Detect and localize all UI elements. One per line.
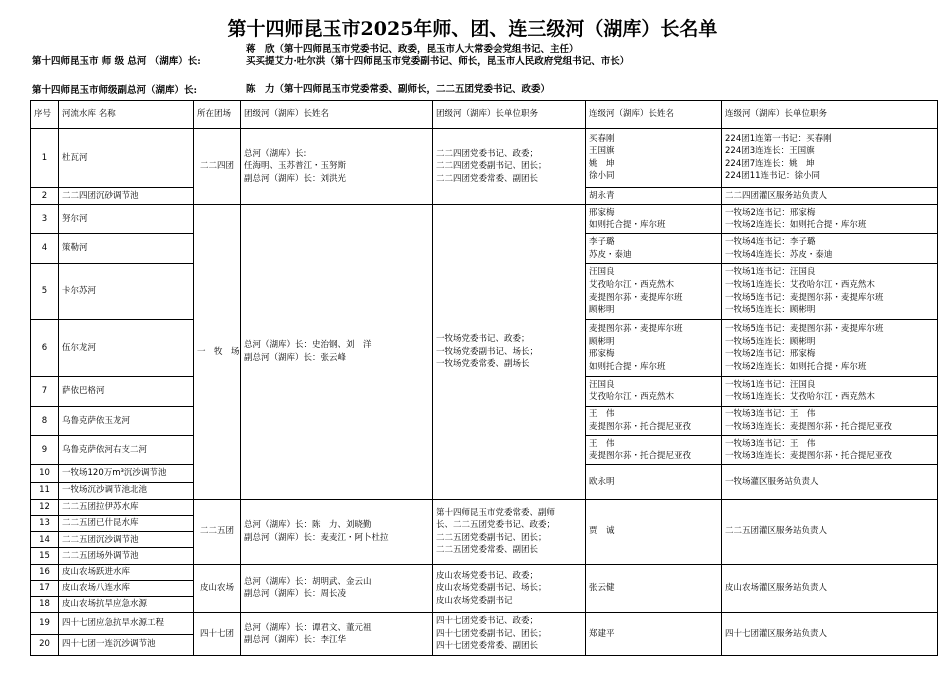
company-chief-cell: 郑建平 <box>586 613 722 656</box>
water-body-name: 二二五团沉沙调节池 <box>59 532 194 548</box>
company-chief-line: 麦提图尔荪・托合提尼亚孜 <box>589 451 692 462</box>
company-chief-line: 顾彬明 <box>589 305 615 316</box>
regiment-chief-cell <box>241 499 433 564</box>
row-number: 7 <box>31 377 59 406</box>
regiment-chief-cell <box>241 613 433 656</box>
water-body-name: 皮山农场跃进水库 <box>59 564 194 580</box>
company-duty-cell <box>722 234 938 263</box>
header-cell: 连级河（湖库）长姓名 <box>586 101 722 129</box>
division-chief-person: 蒋 欣（第十四师昆玉市党委书记、政委，昆玉市人大常委会党组书记、主任） <box>246 44 579 55</box>
row-number: 16 <box>31 564 59 580</box>
regiment-chief-line: 总河（湖库）长：陈 力、刘晓勤 <box>244 520 372 531</box>
river-chief-table <box>30 100 938 656</box>
water-body-name: 一牧场120万m³沉沙调节池 <box>59 465 194 482</box>
regiment-duty-line: 一牧场党委书记、政委； <box>436 334 530 344</box>
company-chief-cell <box>586 435 722 464</box>
regiment-duty-line: 一牧场党委常委、副场长 <box>436 359 530 370</box>
regiment-duty-line: 四十七团党委书记、政委； <box>436 616 539 627</box>
regiment-duty-cell <box>433 499 586 564</box>
company-duty-line: 一牧场1连书记：汪国良 <box>725 267 816 278</box>
row-number: 14 <box>31 532 59 548</box>
company-chief-line: 麦提图尔荪・麦提库尔班 <box>589 292 683 303</box>
company-duty-line: 一牧场5连书记：麦提图尔荪・麦提库尔班 <box>725 292 884 303</box>
row-number: 1 <box>31 129 59 188</box>
regiment-duty-line: 二二五团党委副书记、团长； <box>436 532 547 543</box>
regiment-duty-cell <box>433 204 586 499</box>
regiment-duty-line: 四十七团党委常委、副团长 <box>436 641 539 652</box>
company-duty-cell: 二二五团灌区服务站负责人 <box>722 499 938 564</box>
company-duty-cell <box>722 263 938 320</box>
company-duty-line: 一牧场1连连长：艾孜哈尔江・西克然木 <box>725 280 875 291</box>
regiment-chief-cell <box>241 564 433 613</box>
regiment-chief-line: 任海明、玉苏普江・玉努斯 <box>244 161 347 172</box>
row-number: 20 <box>31 634 59 656</box>
regiment-duty-line: 二二五团党委常委、副团长 <box>436 545 539 556</box>
unit-cell: 一 牧 场 <box>194 204 241 499</box>
division-chief-label: 第十四师昆玉市 师 级 总河 （湖库）长: <box>32 56 201 67</box>
row-number: 15 <box>31 548 59 564</box>
company-chief-cell <box>586 377 722 406</box>
page-title: 第十四师昆玉市2025年师、团、连三级河（湖库）长名单 <box>227 18 718 40</box>
regiment-chief-cell <box>241 204 433 499</box>
company-duty-line: 224团11连书记：徐小同 <box>725 171 821 182</box>
row-number: 10 <box>31 465 59 482</box>
header-cell: 所在团场 <box>194 101 241 129</box>
header-cell: 团级河（湖库）长单位职务 <box>433 101 586 129</box>
company-duty-line: 一牧场4连连长：苏皮・泰迪 <box>725 249 833 260</box>
company-duty-line: 一牧场1连书记：汪国良 <box>725 379 816 390</box>
company-chief-line: 艾孜哈尔江・西克然木 <box>589 392 675 403</box>
company-duty-line: 一牧场3连书记：王 伟 <box>725 409 816 420</box>
company-chief-line: 麦提图尔荪・麦提库尔班 <box>589 324 683 335</box>
water-body-name: 萨依巴格河 <box>59 377 194 406</box>
company-duty-line: 一牧场3连连长：麦提图尔荪・托合提尼亚孜 <box>725 451 892 462</box>
regiment-chief-line: 总河（湖库）长：胡明武、金云山 <box>244 576 372 587</box>
water-body-name: 四十七团一连沉沙调节池 <box>59 634 194 656</box>
division-deputy-person: 陈 力（第十四师昆玉市党委常委、副师长，二二五团党委书记、政委） <box>246 84 551 95</box>
company-chief-line: 汪国良 <box>589 379 615 390</box>
row-number: 19 <box>31 613 59 634</box>
regiment-duty-line: 长、二二五团党委书记、政委； <box>436 520 556 531</box>
company-chief-line: 王 伟 <box>589 409 615 420</box>
water-body-name: 卡尔苏河 <box>59 263 194 320</box>
company-duty-cell: 皮山农场灌区服务站负责人 <box>722 564 938 613</box>
water-body-name: 伍尔龙河 <box>59 320 194 377</box>
regiment-chief-cell <box>241 129 433 205</box>
regiment-duty-line: 一牧场党委副书记、场长； <box>436 346 539 357</box>
row-number: 9 <box>31 435 59 464</box>
company-chief-cell: 张云健 <box>586 564 722 613</box>
row-number: 12 <box>31 499 59 515</box>
company-duty-line: 224团7连连长：姚 坤 <box>725 158 815 169</box>
row-number: 4 <box>31 234 59 263</box>
company-duty-line: 一牧场5连连长：顾彬明 <box>725 336 816 347</box>
regiment-duty-line: 二二四团党委书记、政委； <box>436 148 539 159</box>
table-row <box>31 499 938 515</box>
company-duty-cell <box>722 204 938 233</box>
regiment-chief-line: 副总河（湖库）长：周长凌 <box>244 589 347 600</box>
company-duty-line: 一牧场3连连长：麦提图尔荪・托合提尼亚孜 <box>725 421 892 432</box>
header-cell: 序号 <box>31 101 59 129</box>
company-duty-line: 一牧场2连连长：如则托合提・库尔班 <box>725 220 867 231</box>
water-body-name: 努尔河 <box>59 204 194 233</box>
regiment-duty-line: 皮山农场党委书记、政委； <box>436 570 539 581</box>
division-chief-persons <box>246 44 629 68</box>
company-duty-line: 一牧场2连书记：邢家梅 <box>725 207 816 218</box>
company-duty-cell <box>722 320 938 377</box>
company-duty-line: 一牧场4连书记：李子璐 <box>725 236 816 247</box>
company-chief-line: 顾彬明 <box>589 336 615 347</box>
header-row <box>31 101 938 129</box>
company-chief-line: 汪国良 <box>589 267 615 278</box>
row-number: 13 <box>31 516 59 532</box>
company-chief-cell <box>586 406 722 435</box>
company-duty-cell: 二二四团灌区服务站负责人 <box>722 187 938 204</box>
company-duty-cell <box>722 406 938 435</box>
regiment-chief-line: 副总河（湖库）长：李江华 <box>244 635 347 646</box>
regiment-chief-line: 副总河（湖库）长：麦麦江・阿卜杜拉 <box>244 532 389 543</box>
regiment-chief-line: 副总河（湖库）长：刘洪光 <box>244 173 347 184</box>
regiment-duty-line: 四十七团党委副书记、团长； <box>436 628 547 639</box>
regiment-duty-line: 二二四团党委常委、副团长 <box>436 173 539 184</box>
regiment-chief-line: 总河（湖库）长：谭君文、董元祖 <box>244 622 372 633</box>
company-chief-line: 艾孜哈尔江・西克然木 <box>589 280 675 291</box>
company-duty-line: 224团3连连长：王国旗 <box>725 146 815 157</box>
company-chief-line: 苏皮・泰迪 <box>589 249 632 260</box>
company-chief-line: 王 伟 <box>589 438 615 449</box>
company-chief-cell <box>586 204 722 233</box>
row-number: 2 <box>31 187 59 204</box>
header-cell: 团级河（湖库）长姓名 <box>241 101 433 129</box>
regiment-chief-line: 副总河（湖库）长：张云峰 <box>244 352 347 363</box>
water-body-name: 乌鲁克萨依玉龙河 <box>59 406 194 435</box>
company-duty-line: 224团1连第一书记：买春刚 <box>725 133 832 144</box>
company-duty-cell <box>722 377 938 406</box>
company-chief-cell <box>586 320 722 377</box>
company-chief-cell <box>586 263 722 320</box>
company-duty-cell <box>722 129 938 188</box>
row-number: 3 <box>31 204 59 233</box>
company-chief-line: 姚 坤 <box>589 158 615 169</box>
water-body-name: 策勒河 <box>59 234 194 263</box>
company-chief-cell: 欧永明 <box>586 465 722 499</box>
company-duty-line: 一牧场2连书记：邢家梅 <box>725 349 816 360</box>
company-chief-line: 买春刚 <box>589 133 615 144</box>
company-chief-cell: 胡永青 <box>586 187 722 204</box>
table-row <box>31 129 938 188</box>
company-chief-cell: 贾 诚 <box>586 499 722 564</box>
company-chief-cell <box>586 129 722 188</box>
company-chief-cell <box>586 234 722 263</box>
water-body-name: 杜瓦河 <box>59 129 194 188</box>
unit-cell: 四十七团 <box>194 613 241 656</box>
unit-cell: 皮山农场 <box>194 564 241 613</box>
company-chief-line: 麦提图尔荪・托合提尼亚孜 <box>589 421 692 432</box>
unit-cell: 二二四团 <box>194 129 241 205</box>
water-body-name: 四十七团应急抗旱水源工程 <box>59 613 194 634</box>
company-chief-line: 徐小同 <box>589 171 615 182</box>
header-cell: 河流水库 名称 <box>59 101 194 129</box>
company-duty-cell: 一牧场灌区服务站负责人 <box>722 465 938 499</box>
water-body-name: 二二五团场外调节池 <box>59 548 194 564</box>
regiment-duty-cell <box>433 613 586 656</box>
water-body-name: 二二四团沉砂调节池 <box>59 187 194 204</box>
company-chief-line: 如则托合提・库尔班 <box>589 361 666 372</box>
division-deputy-label: 第十四师昆玉市师级副总河（湖库）长: <box>32 85 198 96</box>
row-number: 11 <box>31 482 59 499</box>
company-chief-line: 如则托合提・库尔班 <box>589 220 666 231</box>
water-body-name: 皮山农场抗旱应急水源 <box>59 597 194 613</box>
water-body-name: 皮山农场八连水库 <box>59 580 194 596</box>
regiment-duty-line: 第十四师昆玉市党委常委、副师 <box>436 507 556 518</box>
row-number: 5 <box>31 263 59 320</box>
water-body-name: 乌鲁克萨依河右支二河 <box>59 435 194 464</box>
header-cell: 连级河（湖库）长单位职务 <box>722 101 938 129</box>
row-number: 18 <box>31 597 59 613</box>
company-duty-line: 一牧场3连书记：王 伟 <box>725 438 816 449</box>
regiment-duty-line: 皮山农场党委副书记 <box>436 595 513 606</box>
regiment-duty-line: 二二四团党委副书记、团长； <box>436 161 547 172</box>
unit-cell: 二二五团 <box>194 499 241 564</box>
company-chief-line: 王国旗 <box>589 146 615 157</box>
regiment-chief-line: 总河（湖库）长：史治钢、刘 洋 <box>244 340 372 351</box>
row-number: 8 <box>31 406 59 435</box>
company-duty-line: 一牧场2连连长：如则托合提・库尔班 <box>725 361 867 372</box>
regiment-duty-cell <box>433 564 586 613</box>
division-chief-person: 买买提艾力·吐尔洪（第十四师昆玉市党委副书记、师长，昆玉市人民政府党组书记、市长） <box>246 56 630 67</box>
company-duty-line: 一牧场5连连长：顾彬明 <box>725 305 816 316</box>
company-duty-line: 一牧场1连连长：艾孜哈尔江・西克然木 <box>725 392 875 403</box>
company-duty-cell: 四十七团灌区服务站负责人 <box>722 613 938 656</box>
company-chief-line: 邢家梅 <box>589 207 615 218</box>
table-row <box>31 204 938 233</box>
company-chief-line: 邢家梅 <box>589 349 615 360</box>
table-row <box>31 564 938 580</box>
company-chief-line: 李子璐 <box>589 236 615 247</box>
row-number: 6 <box>31 320 59 377</box>
company-duty-cell <box>722 435 938 464</box>
water-body-name: 一牧场沉沙调节池北池 <box>59 482 194 499</box>
company-duty-line: 一牧场5连书记：麦提图尔荪・麦提库尔班 <box>725 324 884 335</box>
row-number: 17 <box>31 580 59 596</box>
regiment-duty-cell <box>433 129 586 205</box>
water-body-name: 二二五团拉伊苏水库 <box>59 499 194 515</box>
water-body-name: 二二五团已什昆水库 <box>59 516 194 532</box>
table-row <box>31 613 938 634</box>
regiment-chief-line: 总河（湖库）长: <box>244 148 307 159</box>
regiment-duty-line: 皮山农场党委副书记、场长； <box>436 583 547 594</box>
